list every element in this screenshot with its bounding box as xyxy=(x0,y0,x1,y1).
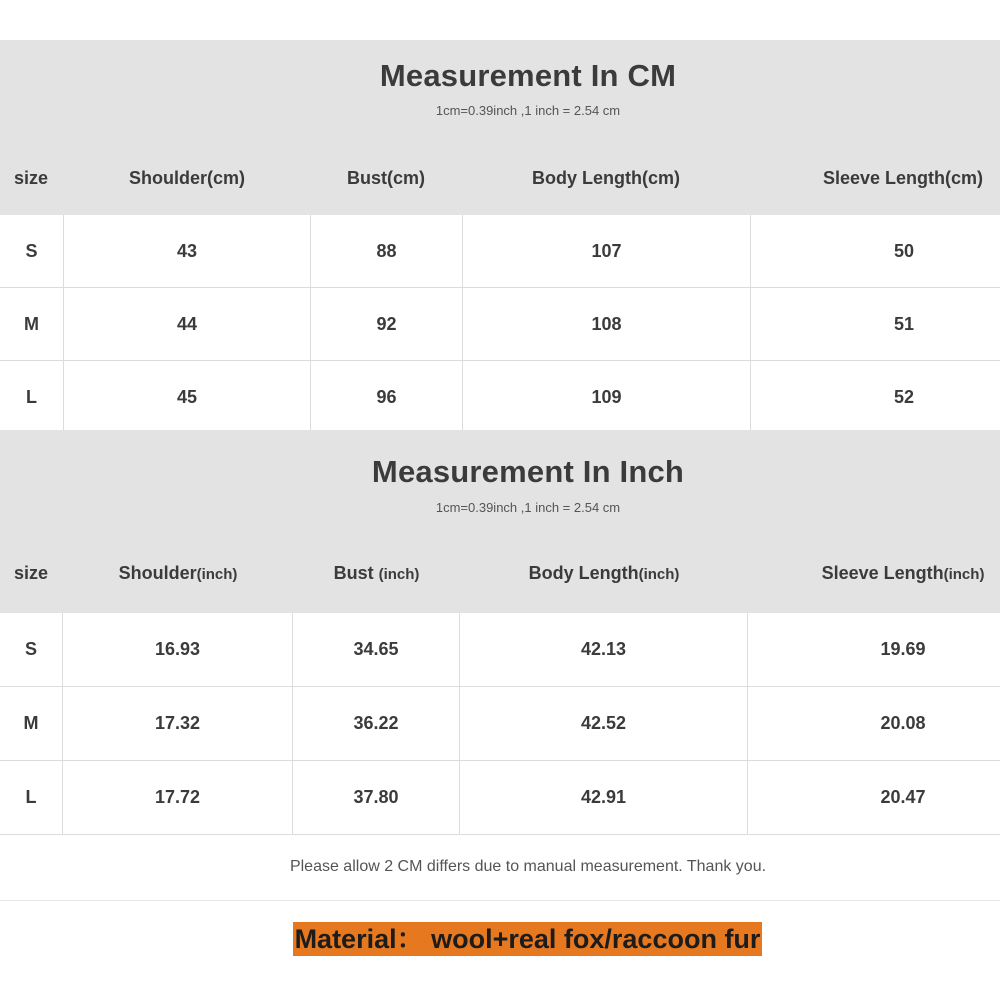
cm-table-title: Measurement In CM xyxy=(379,58,677,93)
bust-cell: 88 xyxy=(311,215,463,287)
measurement-note: Please allow 2 CM differs due to manual measurement. Thank you. xyxy=(289,858,767,875)
bust-cell: 37.80 xyxy=(293,761,460,834)
cm-table-header xyxy=(0,40,1000,215)
table-row xyxy=(0,215,1000,288)
cm-table-body xyxy=(0,215,1000,433)
col-header-body-length: Body Length(inch) xyxy=(528,563,680,583)
material-label: Material： wool+real fox/raccoon fur xyxy=(294,924,761,954)
inch-measurement-table xyxy=(0,430,1000,835)
inch-table-title: Measurement In Inch xyxy=(371,454,685,489)
inch-table-body xyxy=(0,613,1000,835)
table-row xyxy=(0,361,1000,433)
table-row xyxy=(0,288,1000,361)
shoulder-cell: 45 xyxy=(64,361,311,433)
sleeve-length-cell: 52 xyxy=(893,386,915,407)
body-length-cell: 107 xyxy=(463,215,751,287)
size-cell: L xyxy=(0,361,64,433)
body-length-cell: 42.52 xyxy=(460,687,748,760)
shoulder-cell: 16.93 xyxy=(63,613,293,686)
cm-table-subtitle: 1cm=0.39inch ,1 inch = 2.54 cm xyxy=(435,103,621,118)
shoulder-cell: 44 xyxy=(64,288,311,360)
size-cell: M xyxy=(0,288,64,360)
col-header-shoulder: Shoulder(inch) xyxy=(118,563,238,583)
col-header-bust: Bust(cm) xyxy=(346,168,425,188)
inch-table-header xyxy=(0,430,1000,613)
table-row xyxy=(0,687,1000,761)
col-header-sleeve-length: Sleeve Length(inch) xyxy=(821,563,985,583)
sleeve-length-cell: 20.08 xyxy=(880,713,926,733)
col-header-sleeve-length: Sleeve Length(cm) xyxy=(822,168,984,188)
col-header-bust: Bust (inch) xyxy=(333,563,420,583)
col-header-body-length: Body Length(cm) xyxy=(532,168,680,188)
size-cell: M xyxy=(0,687,63,760)
bust-cell: 36.22 xyxy=(293,687,460,760)
sleeve-length-cell: 19.69 xyxy=(880,639,926,659)
sleeve-length-cell: 50 xyxy=(893,240,915,261)
bust-cell: 96 xyxy=(311,361,463,433)
size-cell: S xyxy=(0,613,63,686)
shoulder-cell: 43 xyxy=(64,215,311,287)
size-cell: L xyxy=(0,761,63,834)
bust-cell: 92 xyxy=(311,288,463,360)
body-length-cell: 42.91 xyxy=(460,761,748,834)
body-length-cell: 109 xyxy=(463,361,751,433)
inch-table-subtitle: 1cm=0.39inch ,1 inch = 2.54 cm xyxy=(435,500,621,515)
body-length-cell: 42.13 xyxy=(460,613,748,686)
sleeve-length-cell: 51 xyxy=(893,313,915,334)
body-length-cell: 108 xyxy=(463,288,751,360)
bust-cell: 34.65 xyxy=(293,613,460,686)
cm-measurement-table xyxy=(0,40,1000,433)
size-cell: S xyxy=(0,215,64,287)
shoulder-cell: 17.72 xyxy=(63,761,293,834)
material-banner xyxy=(0,922,1000,956)
shoulder-cell: 17.32 xyxy=(63,687,293,760)
col-header-shoulder: Shoulder(cm) xyxy=(128,168,245,188)
table-row xyxy=(0,761,1000,835)
col-header-size: size xyxy=(13,168,49,188)
divider xyxy=(0,900,1000,901)
sleeve-length-cell: 20.47 xyxy=(880,787,926,807)
table-row xyxy=(0,613,1000,687)
col-header-size: size xyxy=(13,563,49,583)
